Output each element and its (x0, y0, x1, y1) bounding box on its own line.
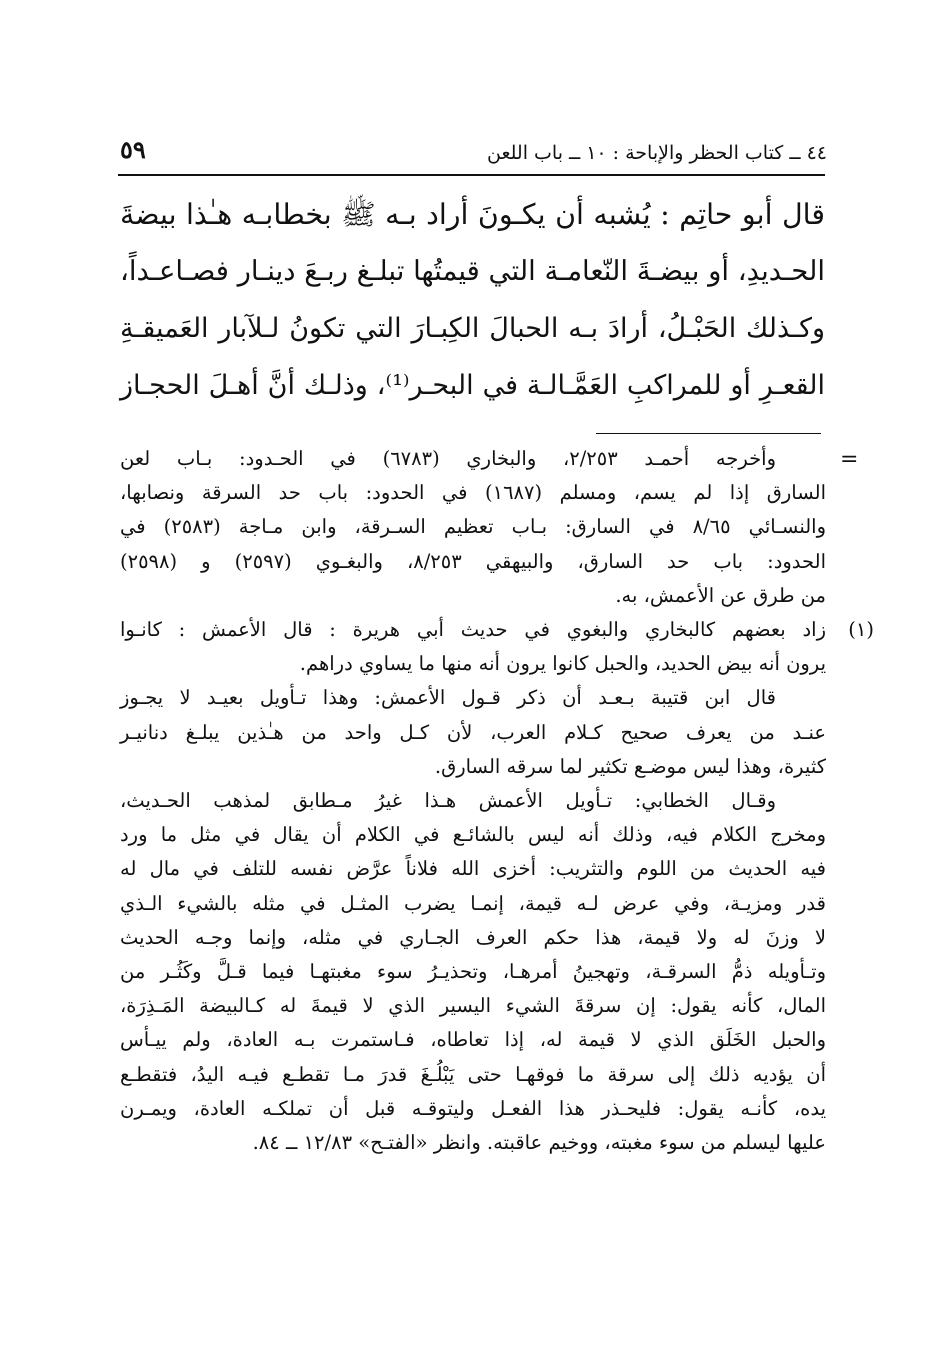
page-number: ٥٩ (120, 135, 146, 164)
footnote-line: وتـأويله ذمُّ السرقـة، وتهجينُ أمرهـا، وتحذيـرُ سوء مغبتهـا فيما قـلَّ وكَثُـر من (120, 960, 826, 984)
footnote-line: قال ابن قتيبة بـعـد أن ذكر قـول الأعمش: وهذا تـأويل بعيـد لا يجـوز (120, 686, 776, 710)
main-text (120, 186, 825, 414)
footnotes (120, 442, 874, 1160)
footnote-line: لا وزنَ له ولا قيمة، هذا حكم العرف الجـاري في مثله، وإنما وجـه الحديث (120, 925, 826, 949)
footnote-line: ومخرج الكلام فيه، وذلك أنه ليس بالشائـع في الكلام أن يقال في مثل ما ورد (120, 823, 826, 847)
footnote-line: وقـال الخطابي: تـأويل الأعمش هـذا غيرُ مـطابق لمذهب الحـديث، (120, 789, 776, 813)
footnote-marker: (١) (848, 618, 874, 642)
footnote-line: والحبل الخَلَق الذي لا قيمة له، إذا تعاطاه، فـاستمرت بـه العادة، ولم ييـأس (120, 1028, 826, 1052)
footnote-continuation-mark: = (840, 447, 859, 472)
footnote-line: يرون أنه بيض الحديد، والحبل كانوا يرون أنه منها ما يساوي دراهم. (299, 652, 826, 676)
header-title: ٤٤ ــ كتاب الحظر والإباحة : ١٠ ــ باب اللعن (487, 142, 827, 164)
footnote-line: المال، كأنه يقول: إن سرقةَ الشيء اليسير الذي لا قيمةَ له كـالبيضة المَـذِرَة، (120, 994, 826, 1018)
main-text-line: القعـرِ أو للمراكبِ العَمَّـالـة في البحـر⁽¹⁾، وذلـك أنَّ أهـلَ الحجـاز (120, 370, 825, 401)
footnote-1 (120, 613, 874, 1160)
footnote-line: زاد بعضهم كالبخاري والبغوي في حديث أبي هريرة : قال الأعمش : كانـوا (120, 618, 826, 642)
footnote-line: فيه الحديث من اللوم والتثريب: أخزى الله فلاناً عرَّض نفسه للتلف في مال له (120, 857, 826, 881)
footnote-line: أن يؤديه ذلك إلى سرقة ما فوقهـا حتى يَبْلُـغَ قدرَ مـا تقطـع فيـه اليدُ، فتقطـع (120, 1062, 826, 1086)
footnote-line: عنـد من يعرف صحيح كـلام العرب، لأن كـل واحد من هـٰذين يبلـغ دنانيـر (120, 720, 826, 744)
footnote-line: كثيرة، وهذا ليس موضـع تكثير لما سرقه السارق. (434, 754, 826, 778)
footnote-line: السارق إذا لم يسم، ومسلم (١٦٨٧) في الحدود: باب حد السرقة ونصابها، (120, 481, 826, 505)
main-text-line: قال أبو حاتِم : يُشبه أن يكـونَ أراد بـه ﷺ بخطابـه هـٰذا بيضةَ (120, 198, 825, 231)
footnote-line: عليها ليسلم من سوء مغبته، ووخيم عاقبته. وانظر «الفتـح» ١٢/٨٣ ــ ٨٤. (252, 1131, 826, 1155)
footnote-separator (596, 433, 821, 434)
footnote-line: وأخرجه أحمـد ٢/٢٥٣، والبخاري (٦٧٨٣) في الحـدود: بـاب لعن (120, 447, 776, 470)
footnote-line: من طرق عن الأعمش، به. (615, 583, 826, 607)
main-text-line: الحـديدِ، أو بيضـةَ النّعامـة التي قيمتُها تبلـغ ربـعَ دينـار فصـاعـداً، (120, 255, 825, 287)
running-header (120, 130, 827, 164)
main-text-line: وكـذلك الحَبْـلُ، أرادَ بـه الحبالَ الكِبـارَ التي تكونُ لـلآبار العَميقـةِ (120, 313, 825, 344)
footnote-line: الحدود: باب حد السارق، والبيهقي ٨/٢٥٣، والبغـوي (٢٥٩٧) و (٢٥٩٨) (120, 549, 826, 573)
footnote-line: قدر ومزيـة، وفي عرض لـه قيمة، إنمـا يضرب المثـل في مثله بالشيء الـذي (120, 891, 826, 915)
footnote-continued (120, 442, 826, 613)
footnote-line: والنسـائي ٨/٦٥ في السارق: بـاب تعظيم السـرقة، وابن مـاجة (٢٥٨٣) في (120, 515, 826, 539)
footnote-line: يده، كأنـه يقول: فليحـذر هذا الفعـل وليتوقـه قبل أن تملكـه العادة، ويمـرن (120, 1096, 826, 1120)
header-rule (118, 174, 825, 176)
